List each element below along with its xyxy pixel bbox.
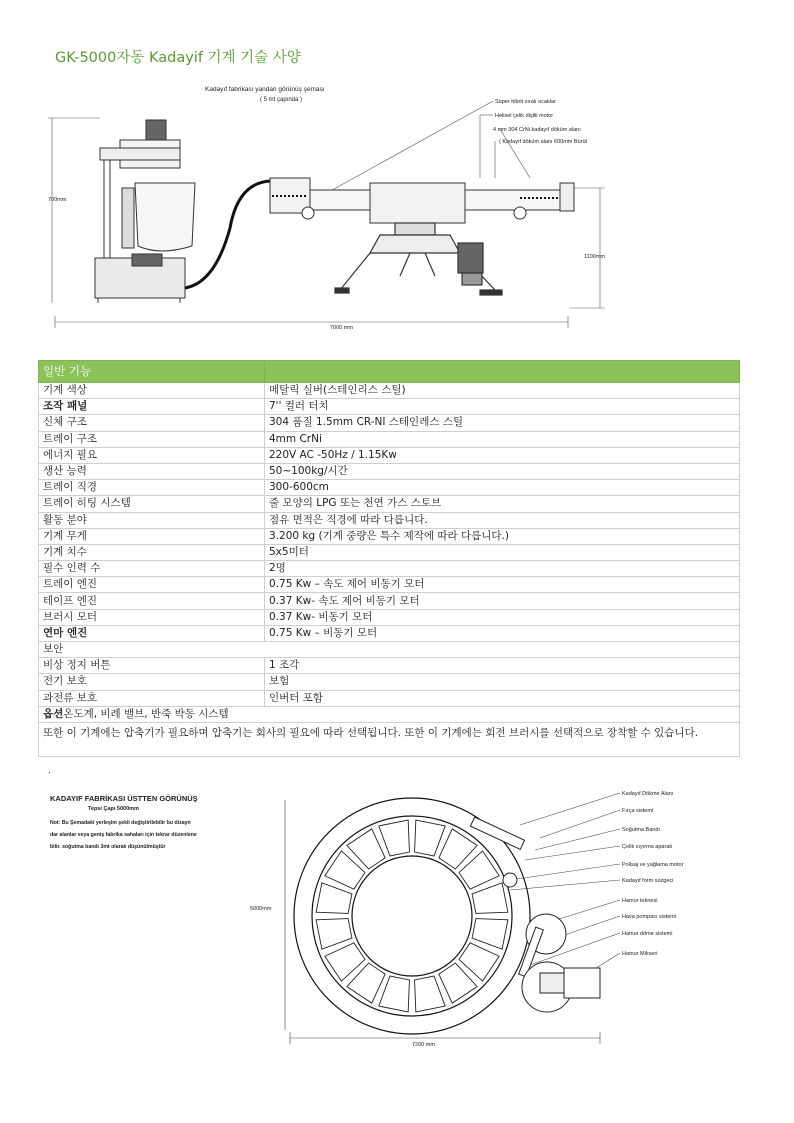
spec-label: 신체 구조 <box>39 415 265 431</box>
spec-label: 기계 무게 <box>39 528 265 544</box>
spec-value: 1 조각 <box>265 658 740 674</box>
spec-value: 줄 모양의 LPG 또는 천연 가스 스토브 <box>265 496 740 512</box>
table-row <box>39 577 740 593</box>
table-row <box>39 447 740 463</box>
note-line: bilir. soğutma bandı 3mt olarak düşünülmüştür <box>50 844 166 850</box>
table-row <box>39 544 740 560</box>
spec-value: 0.37 Kw- 속도 제어 비동기 모터 <box>265 593 740 609</box>
spec-label: 생산 능력 <box>39 463 265 479</box>
callout-label: Soğutma Bandı <box>622 827 660 833</box>
dim-width: 7000 mm <box>330 325 353 331</box>
spec-value: 50~100kg/시간 <box>265 463 740 479</box>
table-row <box>39 399 740 415</box>
table-row <box>39 593 740 609</box>
table-row <box>39 463 740 479</box>
dim-height-right: 1100mm <box>584 254 605 260</box>
tray-segment <box>379 976 410 1012</box>
spec-value: 304 품질 1.5mm CR-NI 스테인레스 스틸 <box>265 415 740 431</box>
side-view-subtitle: ( 5 mt çapında ) <box>260 97 303 103</box>
spec-label: 필수 인력 수 <box>39 561 265 577</box>
spec-value: 220V AC -50Hz / 1.15Kw <box>265 447 740 463</box>
callout-label: Hamur Mikseri <box>622 951 658 957</box>
callout-label: Polisaj ve yağlama motor <box>622 862 684 868</box>
spec-value: 인버터 포함 <box>265 690 740 706</box>
spec-table <box>38 360 740 757</box>
security-row <box>39 642 740 658</box>
spec-header-row <box>39 361 740 383</box>
spec-label: 트레이 구조 <box>39 431 265 447</box>
spec-value: 3.200 kg (기계 중량은 특수 제작에 따라 다릅니다.) <box>265 528 740 544</box>
table-row <box>39 512 740 528</box>
spec-value: 0.37 Kw- 비동기 모터 <box>265 609 740 625</box>
spec-label: 트레이 히팅 시스템 <box>39 496 265 512</box>
tray-segment <box>415 820 446 856</box>
callout-label: Kadayıf form süzgeci <box>622 878 674 884</box>
note-line: Not: Bu Şemadaki yerleşim şekli değiştirilebilir bu dizayn <box>50 820 191 826</box>
spec-label: 전기 보호 <box>39 674 265 690</box>
table-row <box>39 609 740 625</box>
spec-value: 300-600cm <box>265 480 740 496</box>
spec-value: 0.75 Kw – 비동기 모터 <box>265 625 740 641</box>
side-view-diagram <box>40 78 620 340</box>
table-row <box>39 674 740 690</box>
callout-label: Kadayıf Dökme Alanı <box>622 791 674 797</box>
callout-label: Hamur teknesi <box>622 898 658 904</box>
spec-value: 4mm CrNi <box>265 431 740 447</box>
top-view-title: KADAYIF FABRİKASI ÜSTTEN GÖRÜNÜŞ <box>50 794 198 803</box>
separator-dot: . <box>48 766 51 776</box>
top-view-subtitle: Tepsi Çapı 5000mm <box>88 806 139 812</box>
spec-header: 일반 기능 <box>39 361 265 383</box>
spec-label: 비상 정지 버튼 <box>39 658 265 674</box>
spec-value: 7'' 컬러 터치 <box>265 399 740 415</box>
side-view-title: Kadayıf fabrikası yandan görünüş şeması <box>205 86 325 93</box>
callout-label: Fırça sistemi <box>622 808 654 814</box>
spec-value: 5x5미터 <box>265 544 740 560</box>
tray-segment <box>379 820 410 856</box>
label-burners: Süper hibrit sıralı ocaklar <box>495 99 556 105</box>
spec-label: 연마 엔진 <box>39 625 265 641</box>
spec-label: 과전류 보호 <box>39 690 265 706</box>
top-view-diagram <box>40 780 760 1055</box>
spec-label: 기계 색상 <box>39 383 265 399</box>
table-row <box>39 480 740 496</box>
dim-5000: 5000mm <box>250 906 272 912</box>
spec-label: 조작 패널 <box>39 399 265 415</box>
spec-label: 트레이 직경 <box>39 480 265 496</box>
note-line: dar alanlar veya geniş fabrika sahaları için tekrar düzenlene <box>50 832 197 838</box>
table-row <box>39 528 740 544</box>
spec-label: 활동 분야 <box>39 512 265 528</box>
spec-value: 메탈릭 실버(스테인리스 스틸) <box>265 383 740 399</box>
spec-label: 기계 치수 <box>39 544 265 560</box>
spec-label: 트레이 엔진 <box>39 577 265 593</box>
label-motor: Helisel çelik dişlili motor <box>495 113 554 119</box>
tray-segments <box>316 820 508 1012</box>
label-casting-area: 4 mm 304 CrNi kadayıf döküm alanı <box>493 127 581 133</box>
dim-height-left: 700mm <box>48 197 67 203</box>
spec-label: 테이프 엔진 <box>39 593 265 609</box>
table-row <box>39 658 740 674</box>
spec-value: 0.75 Kw – 속도 제어 비동기 모터 <box>265 577 740 593</box>
tray-segment <box>316 919 352 950</box>
page-title: GK-5000자동 Kadayif 기계 기술 사양 <box>55 50 301 66</box>
table-row <box>39 415 740 431</box>
table-row <box>39 690 740 706</box>
spec-label: 브러시 모터 <box>39 609 265 625</box>
tray-segment <box>316 883 352 914</box>
label-casting-600: ( Kadayıf döküm alanı 600mm Bürüt <box>499 139 588 145</box>
callout-label: Hava pompası sistemi <box>622 914 677 920</box>
callout-label: Çelik sıyırma aparatı <box>622 844 673 850</box>
table-row <box>39 383 740 399</box>
table-row <box>39 431 740 447</box>
note-text: 또한 이 기계에는 압축기가 필요하며 압축기는 회사의 필요에 따라 선택됩니다. 또한 이 기계에는 회전 브러시를 선택적으로 장착할 수 있습니다. <box>39 722 740 756</box>
tray-segment <box>415 976 446 1012</box>
table-row <box>39 625 740 641</box>
table-row <box>39 496 740 512</box>
spec-value: 점유 면적은 직경에 따라 다릅니다. <box>265 512 740 528</box>
security-label: 보안 <box>39 642 740 658</box>
options-label: 옵션 <box>43 707 64 720</box>
tray-segment <box>472 919 508 950</box>
tray-segment <box>472 883 508 914</box>
table-row <box>39 561 740 577</box>
note-row <box>39 722 740 756</box>
spec-value: 보험 <box>265 674 740 690</box>
spec-label: 에너지 필요 <box>39 447 265 463</box>
dim-7200: 7200 mm <box>412 1042 435 1048</box>
options-row <box>39 706 740 722</box>
callout-label: Hamur döme sistemi <box>622 931 673 937</box>
options-text: 온도계, 비례 밸브, 반죽 박동 시스템 <box>63 707 229 720</box>
spec-value: 2명 <box>265 561 740 577</box>
